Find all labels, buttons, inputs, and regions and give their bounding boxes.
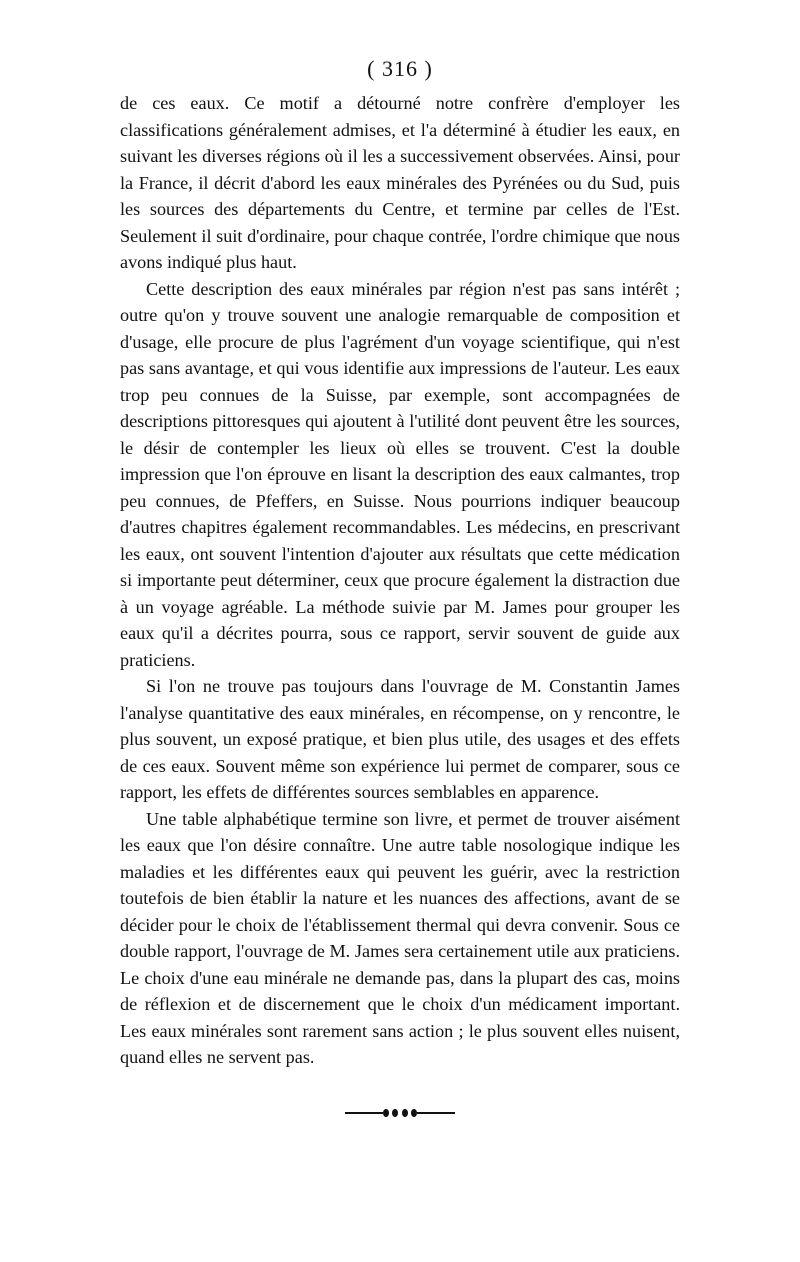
body-text [120, 90, 680, 1071]
end-ornament [345, 1108, 455, 1118]
page-number: ( 316 ) [367, 56, 433, 81]
paragraph-4: Une table alphabétique termine son livre, et permet de trouver aisément les eaux que l'on désire connaître. Une autre table nosologique indique les maladies et les différentes eaux qui peuvent les guérir, avec la restriction toutefois de bien établir la nature et les nuances des affections, avant de se décider pour le choix de l'établissement thermal qui devra convenir. Sous ce double rapport, l'ouvrage de M. James sera certainement utile aux praticiens. Le choix d'une eau minérale ne demande pas, dans la plupart des cas, moins de réflexion et de discernement que le choix d'un médicament important. Les eaux minérales sont rarement sans action ; le plus souvent elles nuisent, quand elles ne servent pas. [120, 808, 680, 1067]
paragraph-2: Cette description des eaux minérales par région n'est pas sans intérêt ; outre qu'on y trouve souvent une analogie remarquable de composition et d'usage, elle procure de plus l'agrément d'un voyage scientifique, qui n'est pas sans avantage, et qui vous identifie aux impressions de l'auteur. Les eaux trop peu connues de la Suisse, par exemple, sont accompagnées de descriptions pittoresques qui ajoutent à l'utilité dont peuvent être les sources, le désir de contempler les lieux où elles se trouvent. C'est la double impression que l'on éprouve en lisant la description des eaux calmantes, trop peu connues, de Pfeffers, en Suisse. Nous pourrions indiquer beaucoup d'autres chapitres également recommandables. Les médecins, en prescrivant les eaux, ont souvent l'intention d'ajouter aux résultats que cette médication si importante peut déterminer, ceux que procure également la distraction due à un voyage agréable. La méthode suivie par M. James pour grouper les eaux qu'il a décrites pourra, sous ce rapport, servir souvent de guide aux praticiens. [120, 278, 680, 670]
paragraph-3: Si l'on ne trouve pas toujours dans l'ouvrage de M. Constantin James l'analyse quantitative des eaux minérales, en récompense, on y rencontre, le plus souvent, un exposé pratique, et bien plus utile, des usages et des effets de ces eaux. Souvent même son expérience lui permet de comparer, sous ce rapport, les effets de différentes sources semblables en apparence. [120, 676, 680, 802]
paragraph-1: de ces eaux. Ce motif a détourné notre confrère d'employer les classifications généralement admises, et l'a déterminé à étudier les eaux, en suivant les diverses régions où il les a successivement observées. Ainsi, pour la France, il décrit d'abord les eaux minérales des Pyrénées ou du Sud, puis les sources des départements du Centre, et termine par celles de l'Est. Seulement il suit d'ordinaire, pour chaque contrée, l'ordre chimique que nous avons indiqué plus haut. [120, 93, 680, 272]
